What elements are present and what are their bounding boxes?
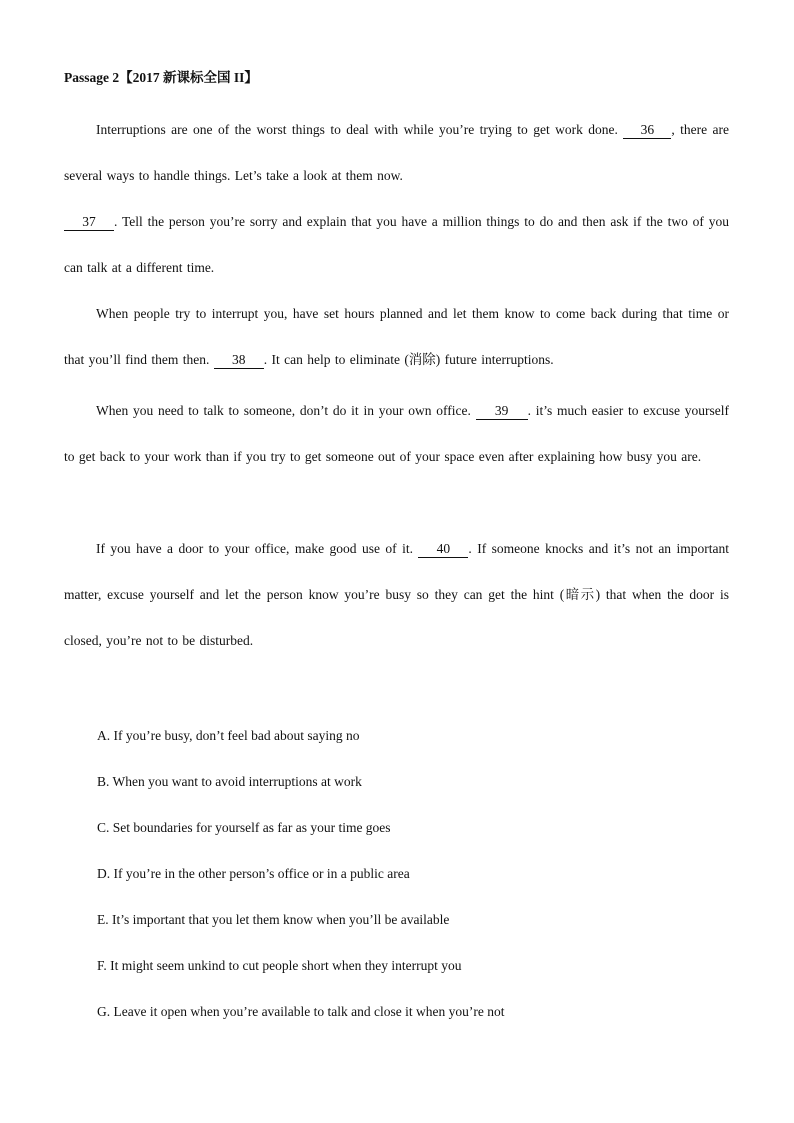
option-g: G. Leave it open when you’re available to talk and close it when you’re not <box>97 1004 505 1019</box>
blank-37: 37 <box>64 214 114 231</box>
option-d: D. If you’re in the other person’s office or in a public area <box>97 866 410 881</box>
blank-36: 36 <box>623 122 671 139</box>
paragraph-1-text-start: Interruptions are one of the worst things to deal with while you’re trying to get work done. <box>96 122 624 137</box>
answer-options <box>97 722 505 1044</box>
paragraph-2-text: . Tell the person you’re sorry and explain that you have a million things to do and then ask if the two of you can talk at a different time. <box>64 214 729 275</box>
blank-38: 38 <box>214 352 264 369</box>
option-e: E. It’s important that you let them know when you’ll be available <box>97 912 450 927</box>
paragraph-4 <box>64 388 729 480</box>
blank-40: 40 <box>418 541 468 558</box>
paragraph-3-text-end: . It can help to eliminate (消除) future interruptions. <box>263 352 554 367</box>
option-b: B. When you want to avoid interruptions at work <box>97 774 362 789</box>
paragraph-1-text-end: , there are several ways to handle things. Let’s take a look at them now. <box>64 122 729 183</box>
option-f: F. It might seem unkind to cut people short when they interrupt you <box>97 958 462 973</box>
paragraph-3-text-start: When people try to interrupt you, have set hours planned and let them know to come back during that time or that you’ll find them then. <box>64 306 729 367</box>
paragraph-3 <box>64 291 729 383</box>
paragraph-5-text-end: . If someone knocks and it’s not an important matter, excuse yourself and let the person know you’re busy so they can get the hint (暗示) that when the door is closed, you’re not to be disturbed. <box>64 541 729 648</box>
paragraph-4-text-end: . it’s much easier to excuse yourself to get back to your work than if you try to get someone out of your space even after explaining how busy you are. <box>64 403 729 464</box>
paragraph-5-text-start: If you have a door to your office, make good use of it. <box>96 541 419 556</box>
paragraph-2 <box>64 199 729 291</box>
paragraph-5 <box>64 526 729 664</box>
option-c: C. Set boundaries for yourself as far as your time goes <box>97 820 391 835</box>
blank-39: 39 <box>476 403 528 420</box>
option-a: A. If you’re busy, don’t feel bad about saying no <box>97 728 360 743</box>
passage-title: Passage 2【2017 新课标全国 II】 <box>64 70 258 85</box>
paragraph-4-text-start: When you need to talk to someone, don’t do it in your own office. <box>96 403 476 418</box>
paragraph-1 <box>64 107 729 199</box>
